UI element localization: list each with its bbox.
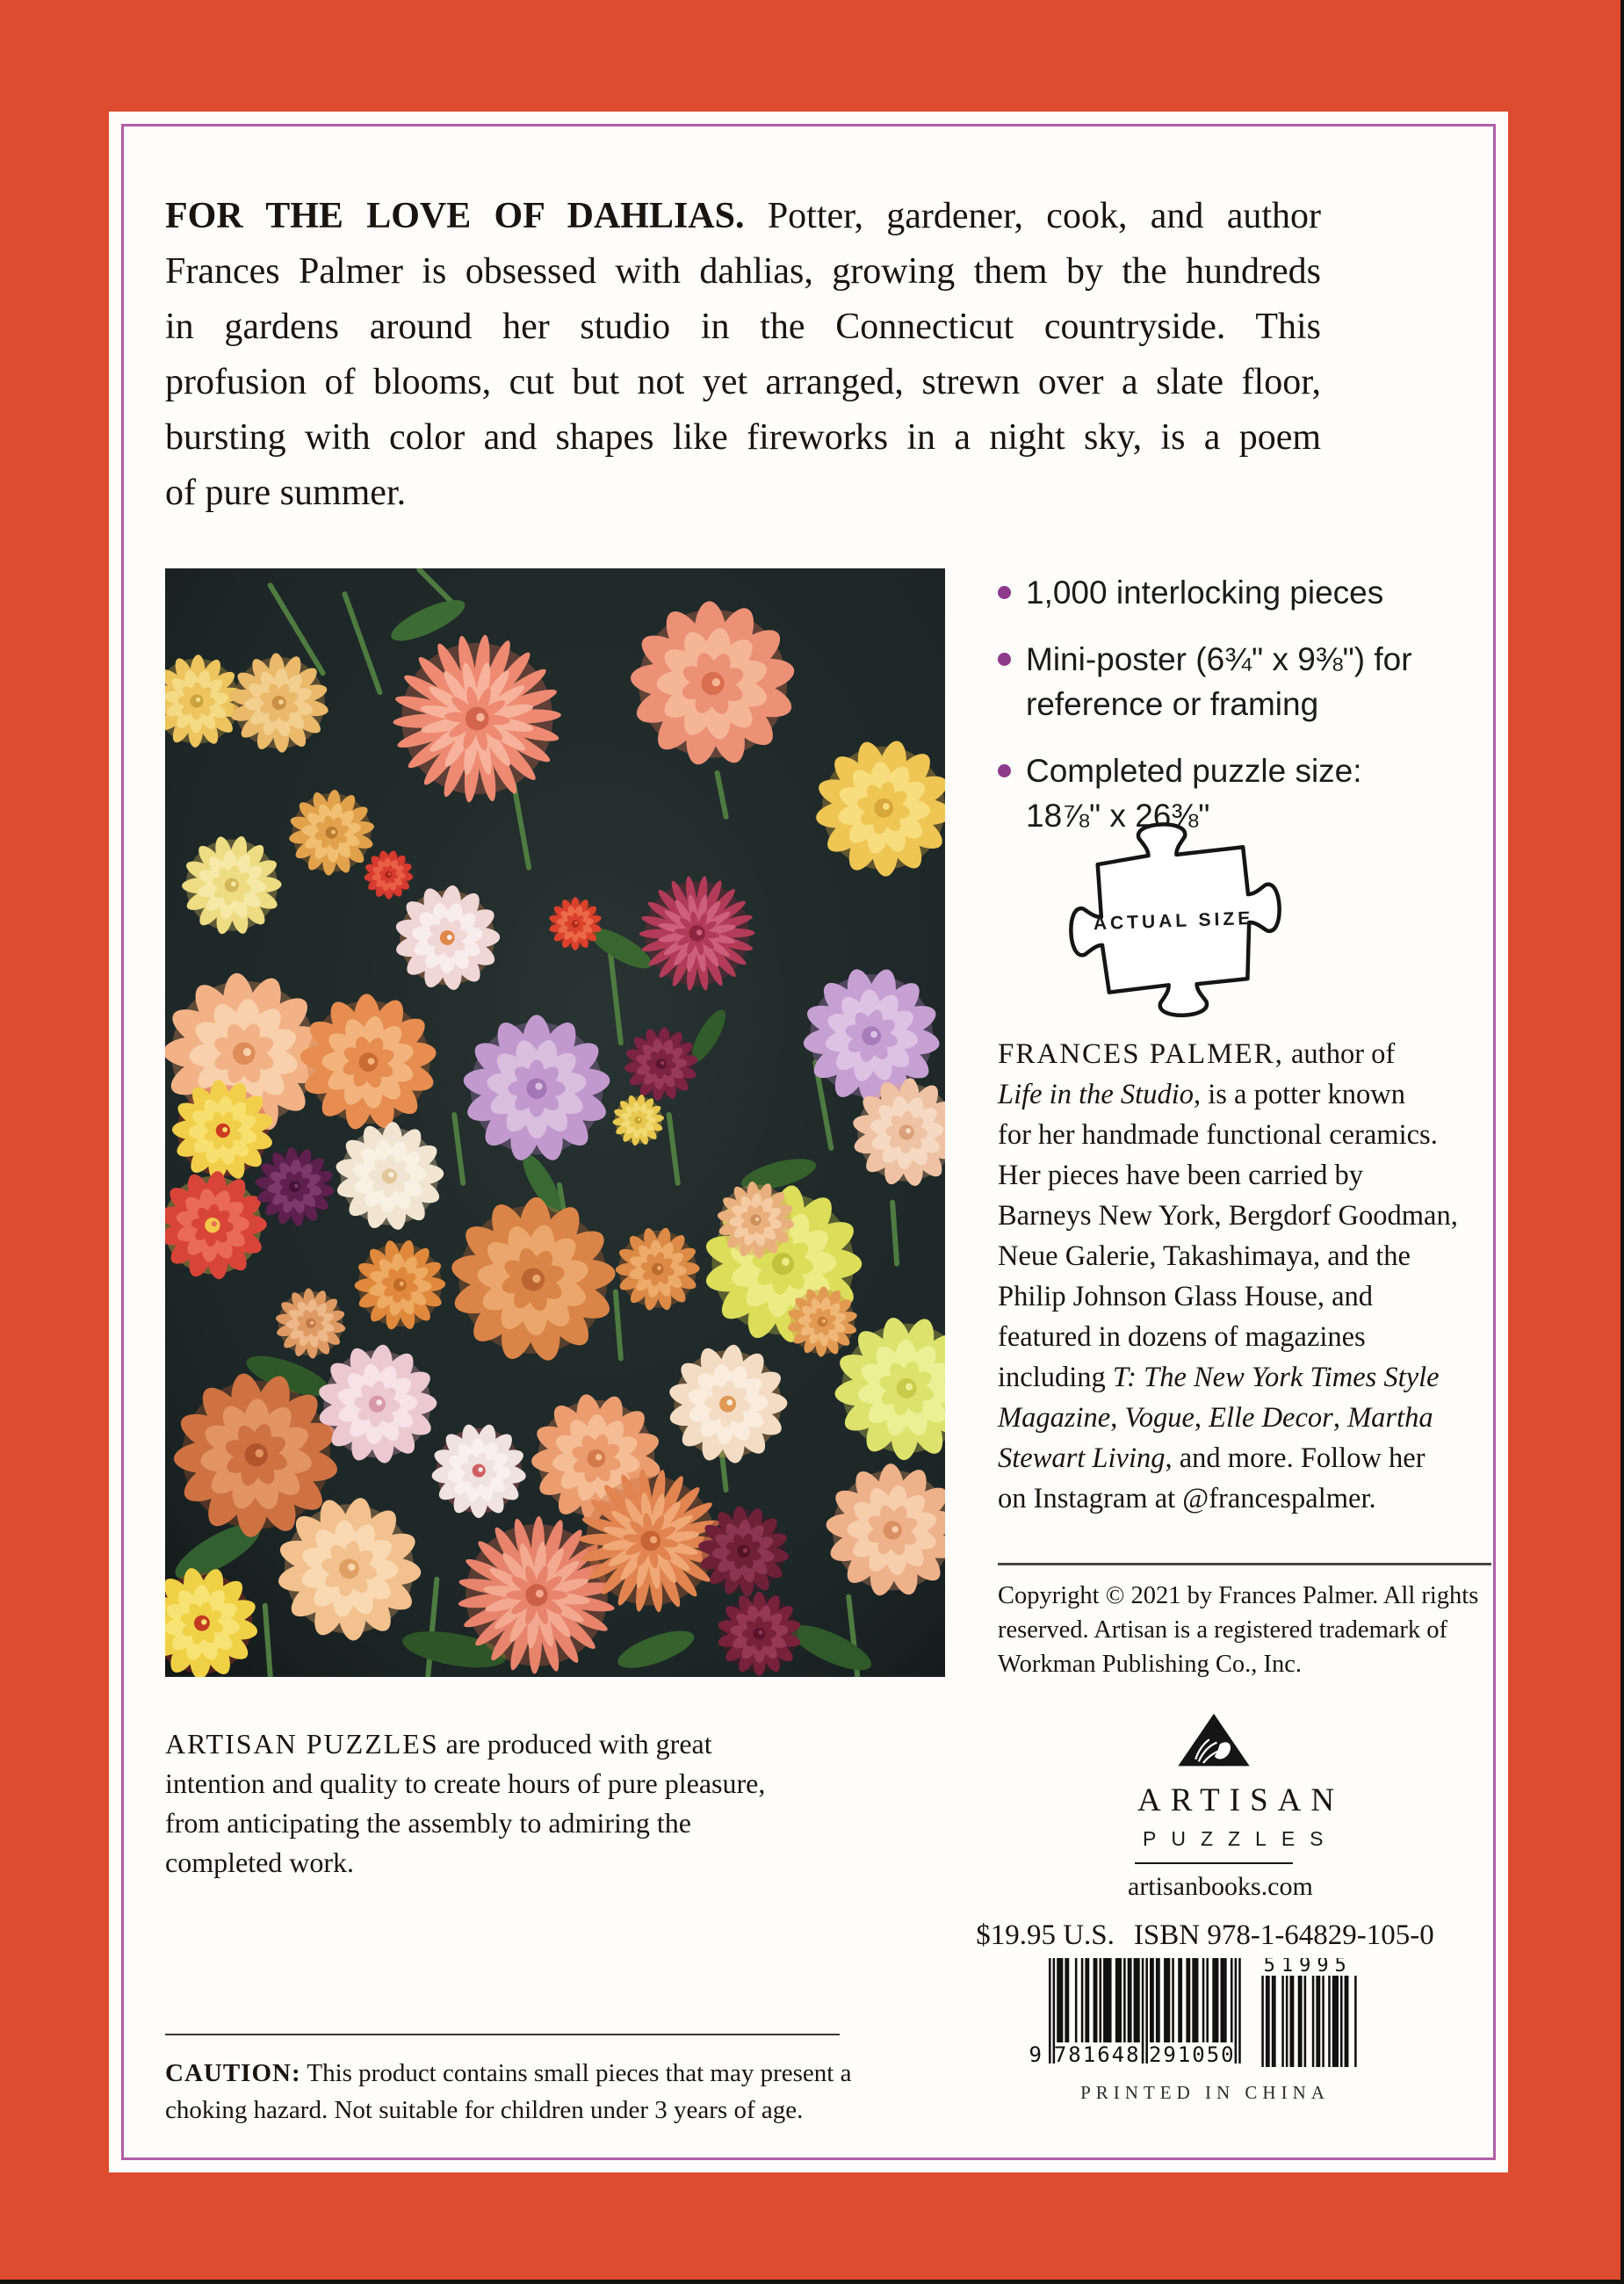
isbn: ISBN 978-1-64829-105-0 xyxy=(1133,1919,1434,1951)
feature-item: Completed puzzle size: 18⅞" x 26⅜" xyxy=(998,748,1503,838)
bullet-icon xyxy=(998,586,1011,599)
publisher-logo xyxy=(1128,1712,1345,1902)
caution-divider xyxy=(165,2034,840,2035)
actual-size-puzzle-piece xyxy=(1038,809,1312,1035)
svg-text:9: 9 xyxy=(1029,2042,1042,2067)
publisher-name: ARTISAN xyxy=(1137,1782,1345,1818)
barcode xyxy=(1029,1958,1381,2075)
bullet-icon xyxy=(998,764,1011,777)
svg-text:781648: 781648 xyxy=(1053,2042,1141,2067)
svg-text:51995: 51995 xyxy=(1263,1958,1353,1977)
printed-in-china: PRINTED IN CHINA xyxy=(1080,2082,1330,2103)
actual-size-label: ACTUAL SIZE xyxy=(1093,907,1254,935)
copyright-text: Copyright © 2021 by Frances Palmer. All rights reserved. Artisan is a registered trademark of Workman Publishing Co., Inc. xyxy=(998,1582,1479,1678)
scan-edge-right xyxy=(1620,0,1624,2284)
caution-text: CAUTION: This product contains small pieces that may present a choking hazard. Not suitable for children under 3 years of age. xyxy=(165,2059,852,2124)
puzzle-piece-outline xyxy=(1067,820,1282,1019)
logo-divider xyxy=(1135,1862,1293,1864)
bullet-icon xyxy=(998,653,1011,666)
publisher-subname: PUZZLES xyxy=(1143,1827,1339,1850)
about-artisan-paragraph: ARTISAN PUZZLES are produced with great intention and quality to create hours of pure pleasure, from anticipating the assembly to admiring the completed work. xyxy=(165,1728,766,1878)
retail-block xyxy=(976,1919,1434,2104)
publisher-website: artisanbooks.com xyxy=(1128,1872,1313,1901)
svg-text:291050: 291050 xyxy=(1148,2042,1236,2067)
intro-paragraph: FOR THE LOVE OF DAHLIAS. Potter, gardener, cook, and author Frances Palmer is obsessed with dahlias, growing them by the hundreds in gardens around her studio in the Connecticut countryside. This profusion of blooms, cut but not yet arranged, strewn over a slate floor, bursting with color and shapes like fireworks in a night sky, is a poem of pure summer. xyxy=(165,196,1321,513)
copyright-divider xyxy=(998,1563,1491,1565)
author-bio: FRANCES PALMER, author of Life in the Studio, is a potter known for her handmade functional ceramics. Her pieces have been carried by Barneys New York, Bergdorf Goodman, Neue Galerie, Takashimaya, and the Philip Johnson Glass House, and featured in dozens of magazines including T: The New York Times Style Magazine, Vogue, Elle Decor, Martha Stewart Living, and more. Follow her on Instagram at @francespalmer. xyxy=(998,1038,1458,1514)
white-panel xyxy=(109,112,1508,2172)
feature-item: 1,000 interlocking pieces xyxy=(998,570,1503,615)
scan-edge-bottom xyxy=(0,2280,1624,2284)
artisan-triangle-icon xyxy=(1175,1712,1252,1768)
dahlia-photo xyxy=(165,568,945,1677)
price: $19.95 U.S. xyxy=(976,1919,1115,1951)
feature-item: Mini-poster (6¾" x 9⅜") for reference or framing xyxy=(998,637,1503,726)
